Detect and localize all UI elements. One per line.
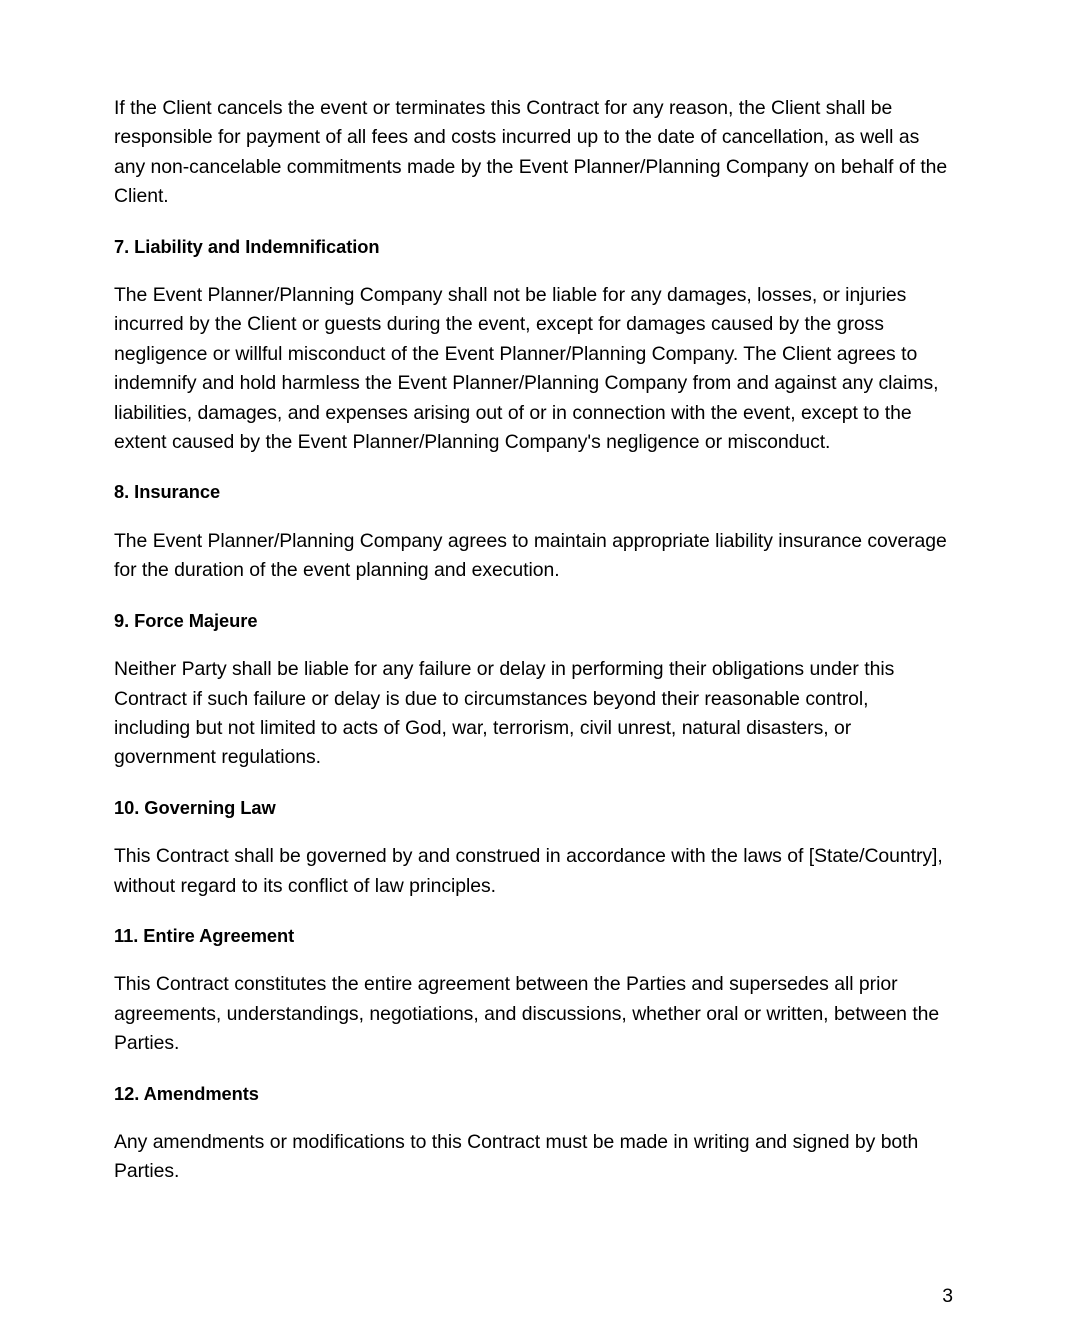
paragraph-governing-law: This Contract shall be governed by and construed in accordance with the laws of [State/Country], without regard to its conflict of law principles. [114,845,943,897]
section-heading-amendments: 12. Amendments [114,1082,259,1104]
section-heading-governing-law: 10. Governing Law [114,796,276,818]
section-heading-force-majeure: 9. Force Majeure [114,609,258,631]
document-body [114,94,948,1207]
paragraph-force-majeure: Neither Party shall be liable for any failure or delay in performing their obligations under this Contract if such failure or delay is due to circumstances beyond their reasonable control, including but not limited to acts of God, war, terrorism, civil unrest, natural disasters, or government regulations. [114,658,895,769]
section-heading-entire-agreement: 11. Entire Agreement [114,924,295,946]
paragraph-liability-and-indemnification: The Event Planner/Planning Company shall not be liable for any damages, losses, or injuries incurred by the Client or guests during the event, except for damages caused by the gross negligence or willful misconduct of the Event Planner/Planning Company. The Client agrees to indemnify and hold harmless the Event Planner/Planning Company from and against any claims, liabilities, damages, and expenses arising out of or in connection with the event, except to the extent caused by the Event Planner/Planning Company's negligence or misconduct. [114,284,939,454]
paragraph-insurance: The Event Planner/Planning Company agrees to maintain appropriate liability insurance coverage for the duration of the event planning and execution. [114,529,947,582]
section-heading-liability-and-indemnification: 7. Liability and Indemnification [114,235,380,257]
paragraph-entire-agreement: This Contract constitutes the entire agreement between the Parties and supersedes all prior agreements, understandings, negotiations, and discussions, whether oral or written, between the Parties. [114,973,940,1055]
paragraph-cancellation-fees: If the Client cancels the event or terminates this Contract for any reason, the Client shall be responsible for payment of all fees and costs incurred up to the date of cancellation, as well as any non-cancelable commitments made by the Event Planner/Planning Company on behalf of the Client. [114,97,948,208]
section-heading-insurance: 8. Insurance [114,481,221,503]
page-number: 3 [942,1285,953,1307]
paragraph-amendments: Any amendments or modifications to this Contract must be made in writing and signed by both Parties. [114,1130,919,1183]
